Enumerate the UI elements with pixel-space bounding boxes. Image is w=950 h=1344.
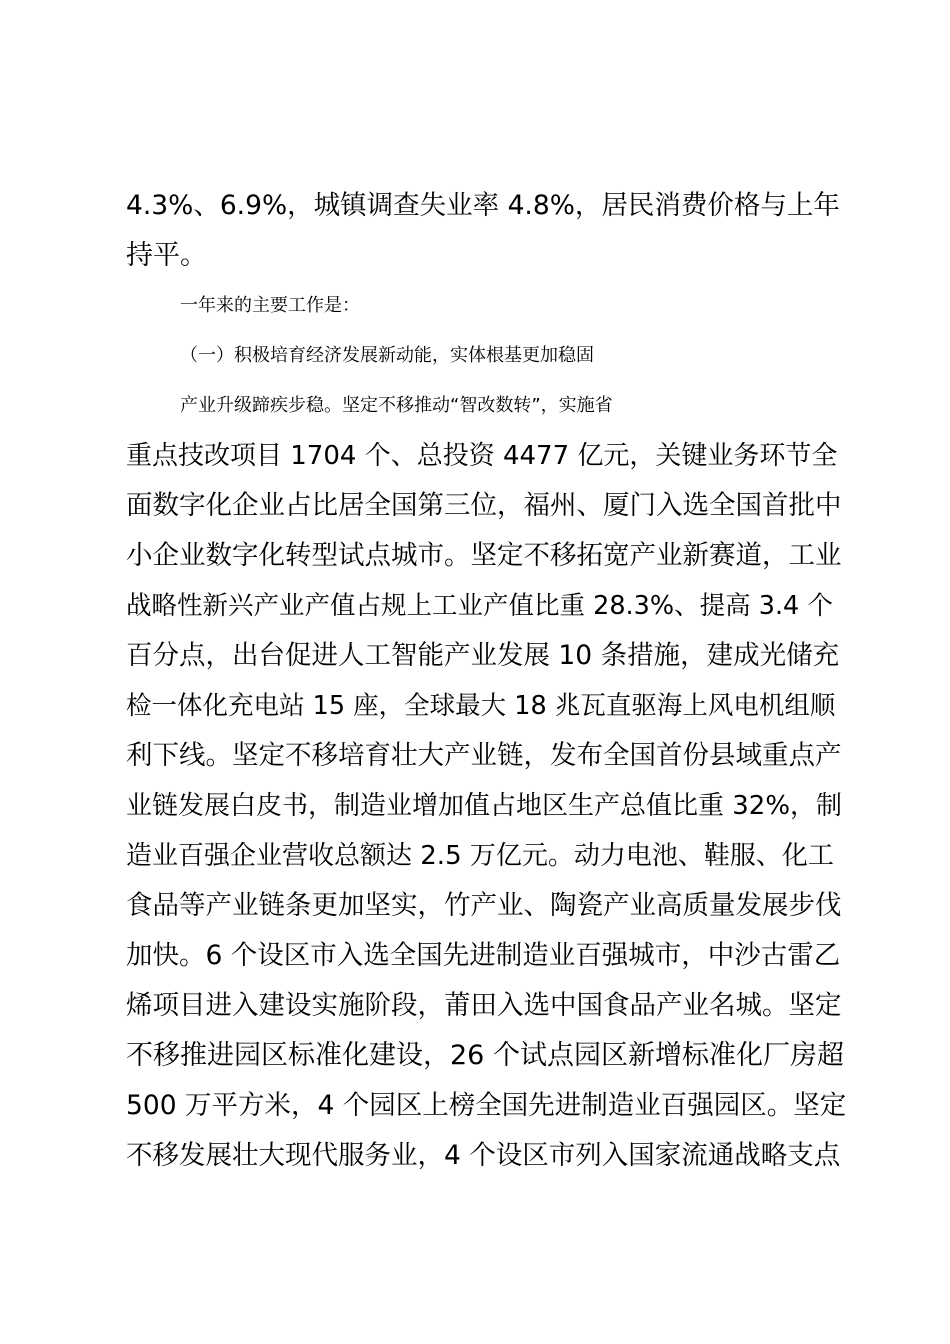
text-line: 加快。6 个设区市入选全国先进制造业百强城市，中沙古雷乙 [126,940,841,971]
text-line: 利下线。坚定不移培育壮大产业链，发布全国首份县域重点产 [126,740,842,771]
text-line: 面数字化企业占比居全国第三位，福州、厦门入选全国首批中 [126,490,842,521]
text-line: 造业百强企业营收总额达 2.5 万亿元。动力电池、鞋服、化工 [126,841,834,871]
text-line: 百分点，出台促进人工智能产业发展 10 条措施，建成光储充 [126,640,840,671]
paragraph-line: 一年来的主要工作是： [180,295,360,316]
text-line: 检一体化充电站 15 座，全球最大 18 兆瓦直驱海上风电机组顺 [126,691,836,721]
section-heading: （一）积极培育经济发展新动能，实体根基更加稳固 [180,345,594,366]
text-line: 不移推进园区标准化建设，26 个试点园区新增标准化厂房超 [126,1040,844,1071]
text-line: 500 万平方米，4 个园区上榜全国先进制造业百强园区。坚定 [126,1090,847,1121]
text-line: 食品等产业链条更加坚实，竹产业、陶瓷产业高质量发展步伐 [126,890,842,921]
text-line: 烯项目进入建设实施阶段，莆田入选中国食品产业名城。坚定 [126,990,842,1021]
text-line: 业链发展白皮书，制造业增加值占地区生产总值比重 32%，制 [126,791,843,821]
text-line: 重点技改项目 1704 个、总投资 4477 亿元，关键业务环节全 [126,441,838,471]
text-line: 4.3%、6.9%，城镇调查失业率 4.8%，居民消费价格与上年 [126,190,840,221]
text-line: 不移发展壮大现代服务业，4 个设区市列入国家流通战略支点 [126,1140,841,1171]
text-line: 战略性新兴产业产值占规上工业产值比重 28.3%、提高 3.4 个 [126,591,833,621]
paragraph-line: 产业升级蹄疾步稳。坚定不移推动“智改数转”，实施省 [180,395,613,416]
text-line: 小企业数字化转型试点城市。坚定不移拓宽产业新赛道，工业 [126,540,842,571]
text-line: 持平。 [126,240,207,271]
